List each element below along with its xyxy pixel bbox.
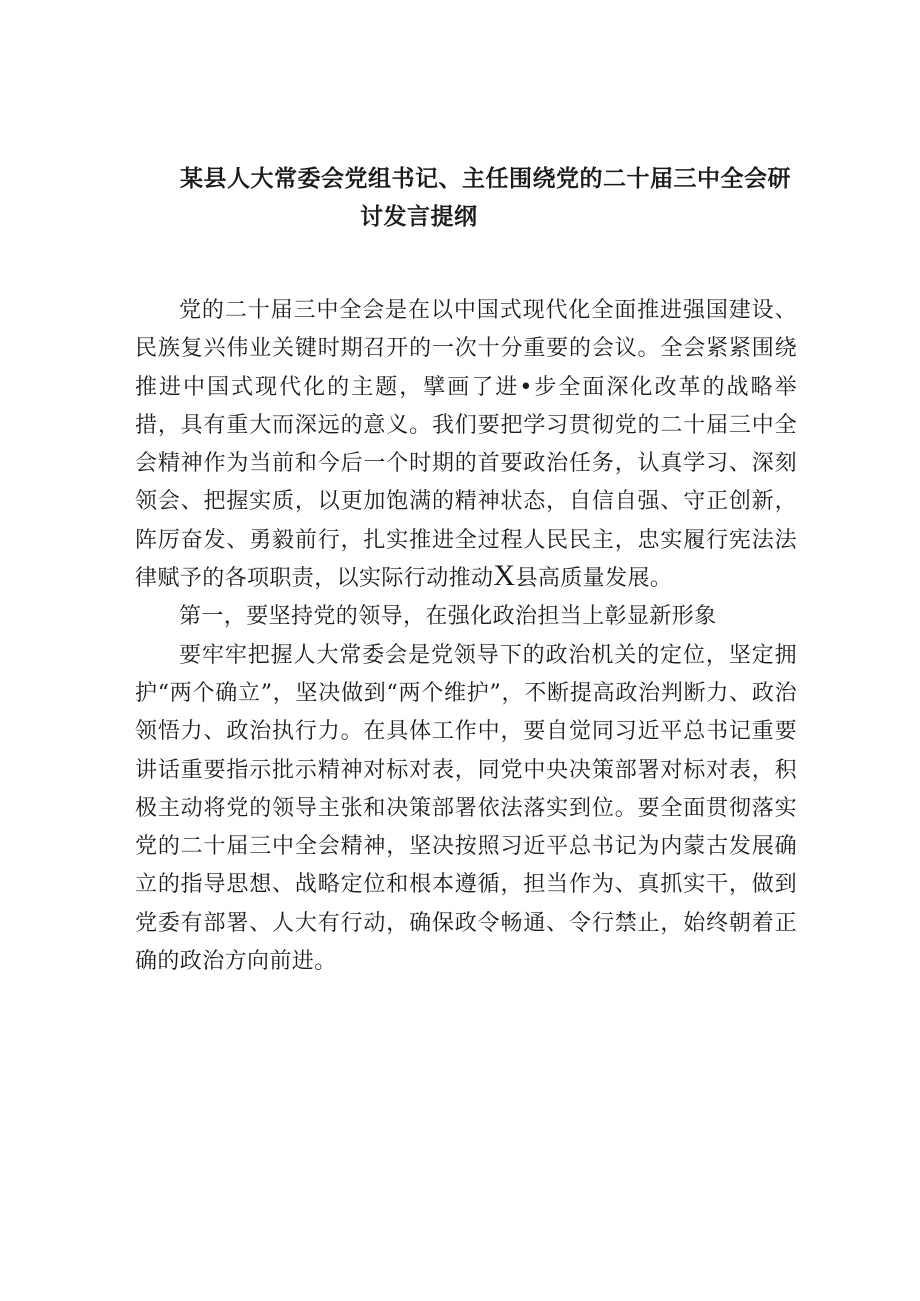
- paragraph-intro: [135, 292, 797, 598]
- title-line-2: 讨发言提纲: [360, 204, 478, 230]
- paragraph-intro-end: 县高质量发展。: [515, 566, 673, 592]
- title-line-1: 某县人大常委会党组书记、主任围绕党的二十届三中全会研: [180, 166, 791, 192]
- document-body: [135, 292, 797, 981]
- county-placeholder-x: X: [493, 559, 516, 593]
- paragraph-section-1: 要牢牢把握人大常委会是党领导下的政治机关的定位，坚定拥护“两个确立”，坚决做到“两个维护”，不断提高政治判断力、政治领悟力、政治执行力。在具体工作中，要自觉同习近平总书记重要讲话重要指示批示精神对标对表，同党中央决策部署对标对表，积极主动将党的领导主张和决策部署依法落实到位。要全面贯彻落实党的二十届三中全会精神，坚决按照习近平总书记为内蒙古发展确立的指导思想、战略定位和根本遵循，担当作为、真抓实干，做到党委有部署、人大有行动，确保政令畅通、令行禁止，始终朝着正确的政治方向前进。: [135, 642, 797, 975]
- paragraph-intro-text: 党的二十届三中全会是在以中国式现代化全面推进强国建设、民族复兴伟业关键时期召开的一次十分重要的会议。全会紧紧围绕推进中国式现代化的主题，擘画了进•步全面深化改革的战略举措，具有重大而深远的意义。我们要把学习贯彻党的二十届三中全会精神作为当前和今后一个时期的首要政治任务，认真学习、深刻领会、把握实质，以更加饱满的精神状态，自信自强、守正创新，阵厉奋发、勇毅前行，扎实推进全过程人民民主，忠实履行宪法法律赋予的各项职责，以实际行动推动: [135, 298, 797, 592]
- document-title: [180, 160, 800, 236]
- section-heading-1: 第一，要坚持党的领导，在强化政治担当上彰显新形象: [179, 604, 717, 630]
